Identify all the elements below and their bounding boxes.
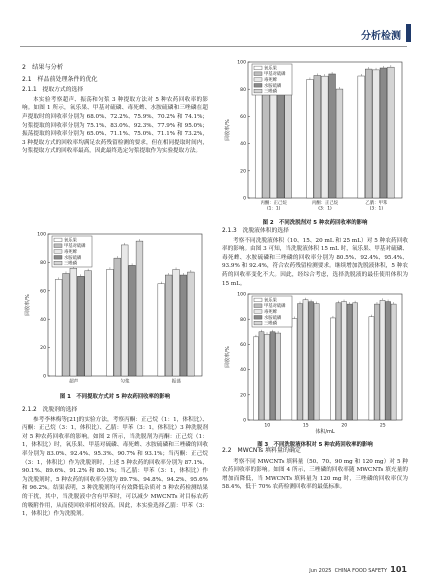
y-tick-label: 80 <box>40 261 46 266</box>
bar <box>107 269 114 376</box>
figure-2 <box>222 56 408 224</box>
bar <box>380 68 387 198</box>
bar <box>303 300 308 420</box>
legend-label: 甲基对硫磷 <box>264 304 286 310</box>
footer-journal: CHINA FOOD SAFETY <box>334 568 388 574</box>
legend-label: 水胺硫磷 <box>64 255 82 261</box>
x-tick-label: 20 <box>341 423 348 429</box>
right-column <box>222 226 408 288</box>
legend-swatch <box>254 304 262 308</box>
subsection-heading: 2.1 样品前处理条件的优化 <box>22 75 98 83</box>
y-tick-label: 100 <box>237 60 246 66</box>
bar <box>329 74 336 198</box>
bar <box>374 304 379 420</box>
paragraph-mwcnts: 考察不同 MWCNTs 填料量（50、70、90 mg 和 120 mg）对 5 种农药回收率的影响。如图 4 所示，三唑磷的回收率随 MWCNTs 填充量的增加而降低，当 MWCNTs 填料量为 120 mg 时，三唑磷的回收率仅为 58.4%，低于 70% 农药检测回收率的最低标准。 <box>222 458 408 491</box>
legend-label: 水胺硫磷 <box>264 315 282 321</box>
bar <box>386 302 391 420</box>
x-tick-label: 丙酮：正己烷 <box>311 201 339 206</box>
chart-2 <box>222 56 408 214</box>
bar <box>309 302 314 420</box>
footer-date: Jun 2025 <box>309 568 332 574</box>
header-divider <box>20 46 407 47</box>
figure-1 <box>22 228 208 400</box>
left-column-lower <box>22 405 208 519</box>
figure-1-caption: 图 1 不同提取方式对 5 种农药回收率的影响 <box>59 394 171 400</box>
chart-3 <box>222 288 408 436</box>
y-tick-label: 60 <box>240 115 246 120</box>
bar <box>314 304 319 420</box>
y-tick-label: 0 <box>243 418 246 424</box>
x-tick-label: 10 <box>264 423 271 429</box>
y-tick-label: 20 <box>240 169 246 175</box>
paragraph-eluent: 参考李林梅等[21]的实验方法，考察丙酮：正己烷（1：1，体积比）、丙酮：正己烷（3：1，体积比）、乙腈：甲苯（3：1，体积比）3 种洗脱剂对 5 种农药回收率的影响。如图 2 所示，当洗脱剂为丙酮：正己烷（1：1，体积比）时，氧乐果、甲基对硫磷、毒死蜱、水胺硫磷和三唑磷的回收率分别为 83.0%、92.4%、95.3%、90.7% 和 93.1%；当丙酮：正己烷（3：1，体积比）作为洗脱剂时，上述 5 种农药的回收率分别为 87.1%、90.1%、89.6%、91.2% 和 80.1%；当乙腈：甲苯（3：1，体积比）作为洗脱剂时，5 种农药的回收率分别为 89.7%、94.8%、94.2%、95.6% 和 96.2%。结果表明，3 种洗脱剂均可有效降低杂质对 5 种农药检测结果的干扰，其中，当洗脱液中含有甲苯时，可以减少 MWCNTs 对目标农药的吸附作用，从而使回收率相对较高。因此，本实验选择乙腈：甲苯（3：1，体积比）作为洗脱剂。 <box>22 416 208 518</box>
bar <box>373 70 380 198</box>
bar <box>255 85 262 198</box>
x-tick-label: 15 <box>302 423 309 429</box>
legend-swatch <box>254 321 262 325</box>
x-tick-label: 丙酮：正己烷 <box>260 201 287 206</box>
bar <box>314 75 321 198</box>
bar <box>321 76 328 198</box>
x-tick-label: 振荡 <box>171 379 181 385</box>
x-tick-label: 超声 <box>69 379 79 385</box>
y-tick-label: 80 <box>240 317 246 323</box>
legend-swatch <box>254 298 262 302</box>
page-footer <box>309 565 407 574</box>
bar <box>187 272 194 376</box>
legend-label: 甲基对硫磷 <box>64 244 86 250</box>
y-tick-label: 60 <box>240 343 246 348</box>
bar <box>129 265 136 376</box>
bar <box>173 270 180 377</box>
y-axis-label: 回收率/% <box>25 294 31 316</box>
x-tick-label-sub: (3：1) <box>369 206 384 212</box>
bar <box>253 337 258 420</box>
bar <box>121 245 128 376</box>
y-tick-label: 100 <box>237 292 246 298</box>
section-title: 分析检测 <box>361 31 401 42</box>
bar <box>259 332 264 420</box>
legend-swatch <box>254 66 262 70</box>
legend-label: 毒死蜱 <box>264 310 277 315</box>
x-tick-label: 匀浆 <box>120 379 130 385</box>
y-tick-label: 80 <box>240 87 246 93</box>
y-tick-label: 100 <box>37 232 46 238</box>
bar <box>77 276 84 376</box>
y-tick-label: 20 <box>240 393 246 399</box>
x-tick-label-sub: (1：1) <box>266 206 281 212</box>
legend-swatch <box>254 84 262 88</box>
bar <box>347 304 352 420</box>
y-axis-label: 回收率/% <box>225 346 231 368</box>
legend-swatch <box>54 250 62 254</box>
section-heading: 2 结果与分析 <box>22 64 64 71</box>
bar <box>369 317 374 420</box>
left-column <box>22 60 208 156</box>
subsubsection-heading-volume: 2.1.3 洗脱液体积的选择 <box>222 228 289 234</box>
legend-swatch <box>254 89 262 93</box>
legend-swatch <box>254 310 262 314</box>
bar <box>391 304 396 420</box>
bar <box>136 241 143 376</box>
bar <box>330 318 335 420</box>
y-tick-label: 40 <box>240 142 246 148</box>
bar <box>336 303 341 420</box>
x-tick-label-sub: (3：1) <box>318 206 332 212</box>
legend-swatch <box>54 238 62 242</box>
x-axis-label: 体积/mL <box>315 429 335 435</box>
bar <box>63 273 70 376</box>
figure-3 <box>222 288 408 446</box>
legend-swatch <box>254 78 262 82</box>
legend-swatch <box>54 261 62 265</box>
bar <box>270 332 275 420</box>
bar <box>307 80 314 198</box>
right-column-lower <box>222 445 408 492</box>
bar <box>114 258 121 376</box>
legend-swatch <box>54 244 62 248</box>
chart-1 <box>22 228 208 388</box>
subsection-heading-mwcnts: 2.2 MWCNTs 填料量的确定 <box>222 447 302 454</box>
y-tick-label: 40 <box>40 317 46 323</box>
legend-label: 三唑磷 <box>64 261 77 267</box>
bar <box>336 89 343 198</box>
bar <box>165 275 172 376</box>
subsubsection-heading: 2.1.1 提取方式的选择 <box>22 87 84 94</box>
page-number: 101 <box>390 565 407 574</box>
figure-3-caption: 图 3 不同洗脱液体积对 5 种农药回收率的影响 <box>257 442 373 448</box>
bar <box>292 319 297 420</box>
paragraph-volume: 考察不同洗脱液体积（10、15、20 mL 和 25 mL）对 5 种农药回收率的影响。由图 3 可知，当洗脱液体积 15 mL 时，氧乐果、甲基对硫磷、毒死蜱、水胺硫磷和三唑磷的回收率分别为 80.5%、92.4%、95.4%、93.9% 和 92.4%，符合农药残留检测要求。继续增加洗脱液体积，5 种农药的回收率变化不大。因此，经综合考虑，选择洗脱液的最佳使用体积为 15 mL。 <box>222 237 408 287</box>
y-tick-label: 0 <box>243 196 246 202</box>
legend-label: 三唑磷 <box>264 321 277 327</box>
legend-label: 氧乐果 <box>264 66 277 72</box>
bar <box>264 334 269 420</box>
y-tick-label: 20 <box>40 346 46 352</box>
y-axis-label: 回收率/% <box>225 119 231 141</box>
subsubsection-heading-eluent: 2.1.2 洗脱剂的选择 <box>22 407 78 413</box>
bar <box>353 303 358 420</box>
bar <box>55 279 62 376</box>
section-tab-marker <box>406 24 411 42</box>
bar <box>297 304 302 420</box>
legend-label: 三唑磷 <box>264 89 277 95</box>
legend-label: 氧乐果 <box>264 298 277 304</box>
paragraph-extraction: 本实验考察超声、振荡和匀浆 3 种提取方法对 5 种农药回收率的影响。如图 1 所示，氧乐果、甲基对硫磷、毒死蜱、水胺硫磷和三唑磷在超声提取时的回收率分别为 68.0%、72.2%、75.9%、70.2% 和 74.1%；匀浆提取的回收率分别为 75.1%、83.0%、92.3%、77.9% 和 95.0%；振荡提取的回收率分别为 65.0%、71.1%、75.0%、71.1% 和 73.2%，3 种提取方式的回收率均满足农药残留检测的要求，但在相同提取时间内，匀浆提取方式的回收率最高，因此最终选定匀浆提取作为实验提取方法。 <box>22 96 208 155</box>
bar <box>365 69 372 198</box>
bar <box>380 300 385 420</box>
legend-label: 水胺硫磷 <box>264 83 282 89</box>
legend-swatch <box>254 316 262 320</box>
legend-swatch <box>254 72 262 76</box>
bar <box>387 67 394 198</box>
y-tick-label: 0 <box>43 374 46 380</box>
legend-label: 毒死蜱 <box>64 250 77 255</box>
figure-2-caption: 图 2 不同洗脱剂对 5 种农药回收率的影响 <box>262 220 368 226</box>
bar <box>70 268 77 376</box>
legend-label: 毒死蜱 <box>264 78 277 83</box>
bar <box>276 333 281 420</box>
legend-swatch <box>54 256 62 260</box>
bar <box>358 76 365 198</box>
x-tick-label: 乙腈：甲苯 <box>365 201 388 206</box>
bar <box>158 284 165 376</box>
bar <box>85 271 92 376</box>
legend-label: 甲基对硫磷 <box>264 72 286 78</box>
y-tick-label: 40 <box>240 368 246 374</box>
y-tick-label: 60 <box>40 289 46 295</box>
legend-label: 氧乐果 <box>64 238 77 244</box>
bar <box>341 302 346 420</box>
x-tick-label: 25 <box>379 423 386 429</box>
bar <box>180 275 187 376</box>
